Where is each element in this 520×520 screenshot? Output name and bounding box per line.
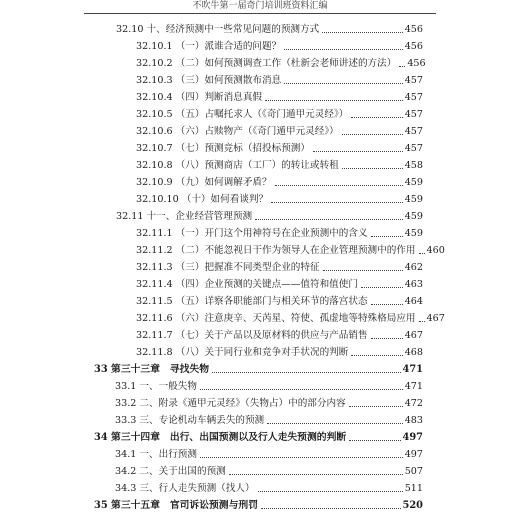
toc-dot-leader bbox=[419, 253, 425, 254]
toc-entry[interactable] bbox=[115, 479, 423, 495]
toc-entry-title: 32.11.8 （八）关于同行业和竞争对手状况的判断 bbox=[136, 347, 349, 358]
toc-entry-page-number: 458 bbox=[404, 160, 423, 171]
toc-entry[interactable] bbox=[136, 54, 426, 70]
toc-entry-page-number: 511 bbox=[404, 483, 423, 494]
toc-dot-leader bbox=[342, 168, 403, 169]
toc-entry[interactable] bbox=[136, 343, 423, 359]
toc-entry-page-number: 472 bbox=[404, 398, 423, 409]
toc-entry-page-number: 460 bbox=[426, 245, 445, 256]
toc-entry-title: 35 第三十五章 官司诉讼预测与刑罚 bbox=[94, 500, 258, 511]
toc-entry[interactable] bbox=[136, 258, 423, 274]
toc-entry-page-number: 467 bbox=[426, 313, 445, 324]
toc-entry[interactable] bbox=[136, 139, 423, 155]
toc-entry-title: 34.1 一、出行预测 bbox=[115, 449, 197, 460]
toc-entry[interactable] bbox=[136, 37, 423, 53]
toc-dot-leader bbox=[271, 202, 403, 203]
toc-entry[interactable] bbox=[136, 105, 423, 121]
toc-entry[interactable] bbox=[136, 275, 423, 291]
toc-dot-leader bbox=[212, 372, 401, 373]
toc-entry[interactable] bbox=[94, 360, 423, 376]
toc-entry-title: 32.10.4 （四）判断消息真假 bbox=[136, 92, 263, 103]
toc-entry[interactable] bbox=[136, 71, 423, 87]
toc-dot-leader bbox=[265, 100, 403, 101]
toc-entry-title: 32.10.1 （一）派谁合适的问题？ bbox=[136, 41, 282, 52]
toc-entry-page-number: 462 bbox=[404, 262, 423, 273]
toc-entry-page-number: 464 bbox=[404, 296, 423, 307]
toc-entry-page-number: 457 bbox=[404, 143, 423, 154]
toc-dot-leader bbox=[371, 304, 403, 305]
toc-entry-title: 32.11.3 （三）把握准不同类型企业的特征 bbox=[136, 262, 320, 273]
toc-entry-title: 32.11.1 （一）开门这个用神符号在企业预测中的含义 bbox=[136, 228, 368, 239]
toc-dot-leader bbox=[284, 49, 402, 50]
toc-entry[interactable] bbox=[115, 445, 423, 461]
toc-dot-leader bbox=[261, 508, 401, 509]
toc-dot-leader bbox=[419, 321, 425, 322]
toc-entry-page-number: 467 bbox=[404, 330, 423, 341]
toc-entry-title: 32.11.7 （七）关于产品以及原材料的供应与产品销售 bbox=[136, 330, 368, 341]
toc-dot-leader bbox=[349, 440, 400, 441]
toc-entry[interactable] bbox=[136, 88, 423, 104]
toc-entry-page-number: 456 bbox=[404, 24, 423, 35]
toc-entry-page-number: 457 bbox=[404, 75, 423, 86]
toc-entry[interactable] bbox=[136, 224, 423, 240]
toc-entry-title: 33.3 三、专论机动车辆丢失的预测 bbox=[115, 415, 265, 426]
toc-entry[interactable] bbox=[115, 377, 423, 393]
toc-entry-title: 32.11.4 （四）企业预测的关键点——值符和值使门 bbox=[136, 279, 358, 290]
toc-entry-title: 33.2 二、附录《遁甲元灵经》（失物占）中的部分内容 bbox=[115, 398, 346, 409]
toc-entry-title: 32.10.9 （九）如何调解矛盾？ bbox=[136, 177, 272, 188]
toc-entry[interactable] bbox=[136, 326, 423, 342]
toc-entry-page-number: 456 bbox=[407, 58, 426, 69]
running-header-title: 不吹牛第一届奇门培训班资料汇编 bbox=[192, 1, 328, 11]
toc-entry[interactable] bbox=[116, 20, 423, 36]
toc-dot-leader bbox=[399, 66, 405, 67]
toc-dot-leader bbox=[313, 151, 403, 152]
toc-entry-title: 33 第三十三章 寻找失物 bbox=[94, 364, 210, 375]
toc-entry-page-number: 457 bbox=[404, 109, 423, 120]
toc-entry-title: 32.11.6 （六）注意庚辛、天芮星、符使、孤虚地等特殊格局应用 bbox=[136, 313, 416, 324]
toc-dot-leader bbox=[255, 219, 403, 220]
toc-entry-title: 34 第三十四章 出行、出国预测以及行人走失预测的判断 bbox=[94, 432, 347, 443]
toc-entry-title: 32.10.10 （十）如何看谈判？ bbox=[136, 194, 269, 205]
toc-entry-title: 32.10.7 （七）预测竞标（招投标预测） bbox=[136, 143, 310, 154]
toc-entry-page-number: 459 bbox=[404, 177, 423, 188]
toc-entry[interactable] bbox=[94, 496, 423, 512]
toc-entry-title: 32.10.2 （二）如何预测调查工作（杜新会老师讲述的方法） bbox=[136, 58, 397, 69]
toc-dot-leader bbox=[284, 83, 402, 84]
toc-entry-page-number: 507 bbox=[404, 466, 423, 477]
toc-entry[interactable] bbox=[136, 156, 423, 172]
toc-entry-page-number: 456 bbox=[404, 41, 423, 52]
toc-entry[interactable] bbox=[136, 241, 445, 257]
toc-entry-title: 34.3 三、行人走失预测（找人） bbox=[115, 483, 255, 494]
toc-dot-leader bbox=[267, 423, 403, 424]
toc-entry[interactable] bbox=[115, 394, 423, 410]
toc-entry[interactable] bbox=[115, 462, 423, 478]
toc-dot-leader bbox=[361, 287, 403, 288]
toc-entry[interactable] bbox=[136, 173, 423, 189]
toc-entry[interactable] bbox=[136, 190, 423, 206]
toc-dot-leader bbox=[258, 491, 403, 492]
toc-dot-leader bbox=[371, 236, 403, 237]
toc-entry-title: 32.10.3 （三）如何预测散布消息 bbox=[136, 75, 282, 86]
toc-entry-page-number: 497 bbox=[402, 432, 423, 443]
toc-entry-page-number: 463 bbox=[404, 279, 423, 290]
toc-entry-page-number: 471 bbox=[404, 381, 423, 392]
toc-entry-title: 32.11 十一、企业经营管理预测 bbox=[116, 211, 253, 222]
toc-entry-page-number: 457 bbox=[404, 92, 423, 103]
toc-entry[interactable] bbox=[115, 411, 423, 427]
toc-entry-title: 32.10.5 （五）占嘱托求人（《奇门遁甲元灵经》） bbox=[136, 109, 349, 120]
toc-entry-title: 34.2 二、关于出国的预测 bbox=[115, 466, 226, 477]
toc-entry-page-number: 520 bbox=[402, 500, 423, 511]
toc-entry-page-number: 459 bbox=[404, 194, 423, 205]
toc-entry-title: 32.10.6 （六）占赎物产（《奇门遁甲元灵经》） bbox=[136, 126, 339, 137]
toc-entry[interactable] bbox=[116, 207, 423, 223]
toc-entry-page-number: 457 bbox=[404, 126, 423, 137]
toc-dot-leader bbox=[342, 134, 403, 135]
toc-entry-page-number: 468 bbox=[404, 347, 423, 358]
toc-dot-leader bbox=[229, 474, 403, 475]
toc-entry-title: 32.10 十、经济预测中一些常见问题的预测方式 bbox=[116, 24, 320, 35]
toc-entry-title: 32.10.8 （八）预测商店（工厂）的转让或转租 bbox=[136, 160, 339, 171]
toc-entry[interactable] bbox=[136, 122, 423, 138]
toc-dot-leader bbox=[351, 117, 402, 118]
toc-entry-title: 32.11.5 （五）详察各职能部门与相关环节的落宫状态 bbox=[136, 296, 368, 307]
toc-entry[interactable] bbox=[136, 309, 445, 325]
toc-dot-leader bbox=[323, 270, 403, 271]
toc-dot-leader bbox=[275, 185, 403, 186]
toc-entry-page-number: 471 bbox=[402, 364, 423, 375]
toc-entry-page-number: 459 bbox=[404, 228, 423, 239]
toc-entry-page-number: 483 bbox=[404, 415, 423, 426]
toc-dot-leader bbox=[371, 338, 403, 339]
toc-dot-leader bbox=[349, 406, 403, 407]
toc-entry[interactable] bbox=[136, 292, 423, 308]
toc-entry-page-number: 459 bbox=[404, 211, 423, 222]
toc-entry-page-number: 497 bbox=[404, 449, 423, 460]
toc-dot-leader bbox=[351, 355, 402, 356]
toc-entry[interactable] bbox=[94, 428, 423, 444]
toc-entry-title: 33.1 一、一般失物 bbox=[115, 381, 197, 392]
toc-dot-leader bbox=[200, 457, 403, 458]
toc-dot-leader bbox=[322, 32, 402, 33]
toc-dot-leader bbox=[200, 389, 403, 390]
toc-entry-title: 32.11.2 （二）不能忽视日干作为领导人在企业管理预测中的作用 bbox=[136, 245, 416, 256]
